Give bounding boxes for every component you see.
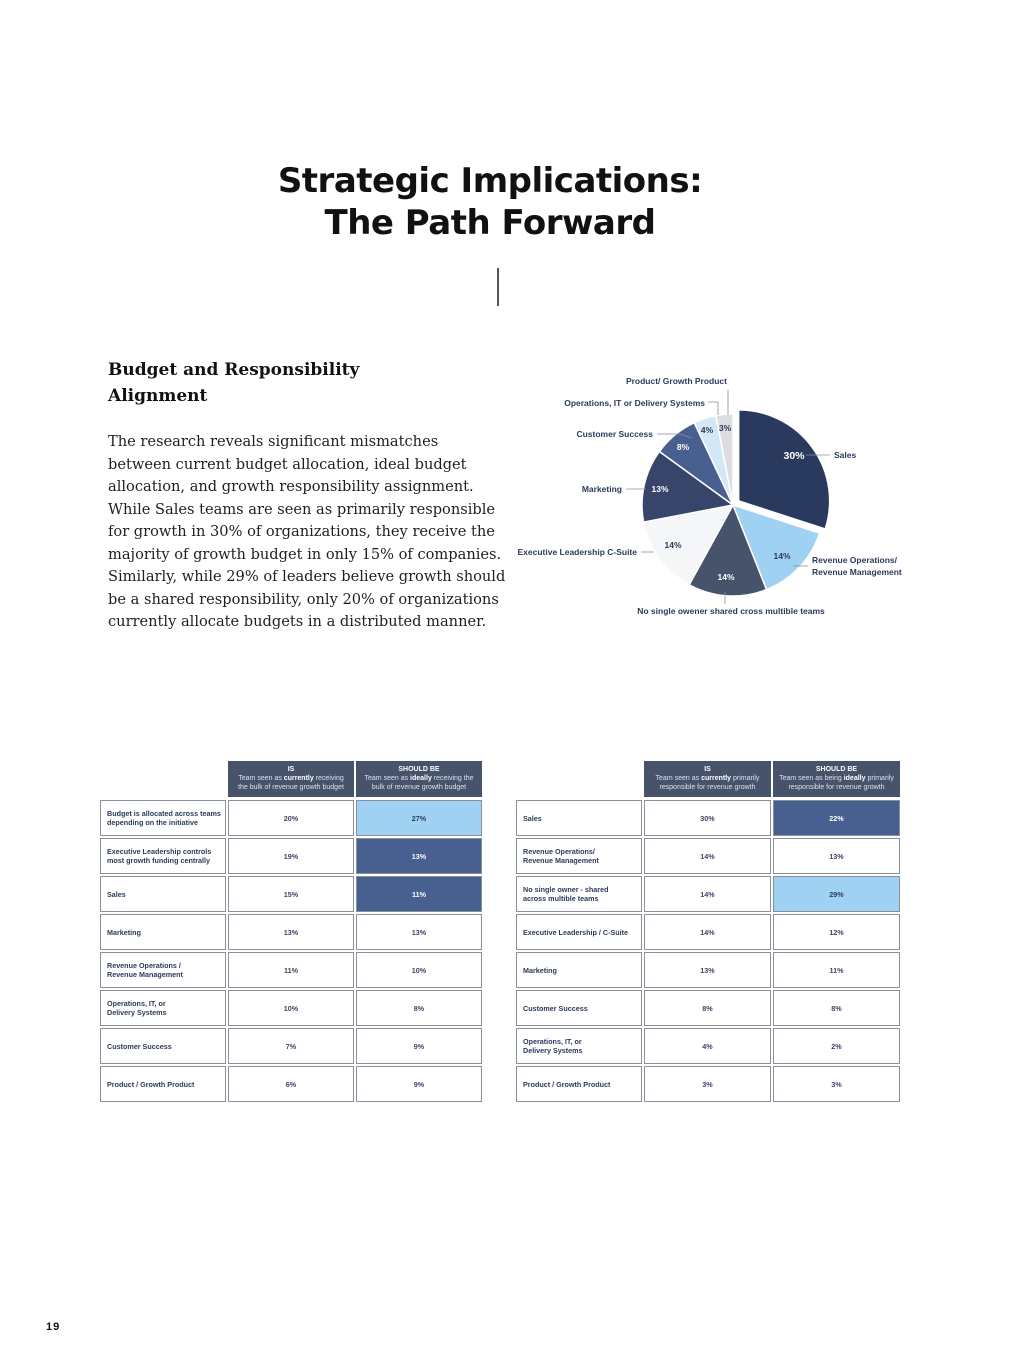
- pie-value-label: 3%: [718, 423, 732, 433]
- table-row-label-text: [107, 1042, 172, 1051]
- column-header-subtitle-part: the bulk of revenue growth budget: [238, 784, 344, 791]
- table-row-label-text: [107, 999, 167, 1017]
- pie-chart: [505, 370, 920, 620]
- column-header-is: [228, 761, 354, 797]
- table-row-label-text: [523, 885, 608, 903]
- pie-value-label: 14%: [717, 572, 735, 582]
- table-cell-is: 14%: [644, 838, 771, 874]
- table-row-label-line: Product / Growth Product: [523, 1079, 611, 1089]
- body-line: majority of growth budget in only 15% of companies.: [108, 545, 502, 563]
- body-line: between current budget allocation, ideal budget: [108, 455, 467, 473]
- table-row-label-text: [523, 966, 557, 975]
- body-line: currently allocate budgets in a distributed manner.: [108, 613, 487, 630]
- table-row-label-line: Operations, IT, or: [523, 1037, 582, 1046]
- table-cell-is: 10%: [228, 990, 354, 1026]
- column-header-subtitle-part: responsible for revenue growth: [788, 784, 885, 791]
- section-body: [108, 431, 506, 634]
- table-row-label-line: Sales: [523, 813, 542, 823]
- column-header-subtitle-part: responsible for revenue growth: [659, 784, 756, 791]
- table-row-label: [516, 914, 642, 950]
- table-row-label-text: [107, 1080, 194, 1089]
- body-line: be a shared responsibility, only 20% of organizations: [108, 590, 499, 608]
- table-cell-is: 6%: [228, 1066, 354, 1102]
- table-row-label-line: Revenue Management: [523, 856, 599, 865]
- table-row-label: [516, 838, 642, 874]
- table-row-label: [516, 1066, 642, 1102]
- table-row-label: [516, 990, 642, 1026]
- table-row-label-line: Budget is allocated across teams: [107, 809, 221, 818]
- table-cell-is: 19%: [228, 838, 354, 874]
- pie-category-label: Customer Success: [576, 429, 653, 439]
- column-header-should-be: [356, 761, 482, 797]
- table-row-label-line: Delivery Systems: [523, 1046, 583, 1055]
- pie-category-label: Executive Leadership C-Suite: [517, 547, 637, 557]
- section-heading: [108, 357, 408, 409]
- table-row-label-text: [523, 1004, 588, 1013]
- page-title-line-2: The Path Forward: [324, 203, 656, 243]
- pie-category-label: Marketing: [581, 484, 622, 494]
- column-header-subtitle-emphasis: currently: [283, 775, 314, 782]
- section-heading-line-2: Alignment: [108, 386, 208, 406]
- table-cell-is: 14%: [644, 876, 771, 912]
- table-cell-should-be: 3%: [773, 1066, 900, 1102]
- table-cell-should-be: 22%: [773, 800, 900, 836]
- table-row-label-line: Revenue Operations /: [107, 961, 181, 970]
- table-cell-is: 13%: [228, 914, 354, 950]
- body-line: for growth in 30% of organizations, they receive the: [108, 523, 495, 540]
- page-title: [0, 160, 980, 244]
- pie-value-label: 30%: [783, 450, 805, 462]
- table-cell-is: 11%: [228, 952, 354, 988]
- pie-category-label: Operations, IT or Delivery Systems: [564, 398, 705, 408]
- pie-value-label: 4%: [700, 425, 714, 435]
- column-header-subtitle-part: bulk of revenue growth budget: [371, 784, 467, 791]
- table-row-label: [100, 1066, 226, 1102]
- table-row-label-text: [523, 928, 628, 937]
- pie-value-label: 14%: [773, 551, 791, 561]
- table-row-label-line: Revenue Management: [107, 970, 183, 979]
- table-cell-should-be: 9%: [356, 1028, 482, 1064]
- table-row-label-line: Revenue Operations/: [523, 847, 595, 856]
- table-cell-should-be: 29%: [773, 876, 900, 912]
- table-cell-should-be: 8%: [773, 990, 900, 1026]
- column-header-subtitle-emphasis: currently: [701, 775, 732, 782]
- page-number: 19: [46, 1321, 61, 1333]
- table-row-label-line: Sales: [107, 889, 126, 899]
- table-cell-is: 13%: [644, 952, 771, 988]
- table-row-label-text: [523, 1037, 583, 1055]
- title-divider: [497, 268, 499, 306]
- pie-category-label: Product/ Growth Product: [625, 376, 727, 386]
- table-row-label-line: No single owner - shared: [523, 885, 609, 894]
- table-cell-should-be: 9%: [356, 1066, 482, 1102]
- table-cell-is: 20%: [228, 800, 354, 836]
- table-cell-should-be: 2%: [773, 1028, 900, 1064]
- table-cell-is: 30%: [644, 800, 771, 836]
- column-header-should-be: [773, 761, 900, 797]
- section-heading-line-1: Budget and Responsibility: [108, 360, 360, 380]
- table-row-label: [516, 876, 642, 912]
- responsibility-table: [516, 761, 901, 1103]
- table-row-label-text: [523, 814, 542, 823]
- table-cell-is: 15%: [228, 876, 354, 912]
- pie-value-label: 14%: [664, 540, 682, 550]
- column-header-subtitle-part: Team seen as: [238, 775, 284, 782]
- column-header-subtitle: [773, 774, 900, 792]
- table-row-label: [100, 800, 226, 836]
- budget-table: [100, 761, 484, 1103]
- table-cell-is: 7%: [228, 1028, 354, 1064]
- table-row-label-line: Marketing: [523, 965, 557, 975]
- table-row-label: [516, 800, 642, 836]
- body-line: Similarly, while 29% of leaders believe growth should: [108, 568, 506, 585]
- table-row-label-line: depending on the initiative: [107, 818, 199, 827]
- table-row-label: [100, 838, 226, 874]
- body-line: The research reveals significant mismatches: [108, 433, 439, 450]
- body-line: While Sales teams are seen as primarily responsible: [108, 500, 496, 518]
- table-cell-is: 3%: [644, 1066, 771, 1102]
- table-cell-should-be: 11%: [356, 876, 482, 912]
- table-row-label: [516, 952, 642, 988]
- pie-category-label: No single owener shared cross multible teams: [637, 606, 825, 616]
- column-header-subtitle-part: Team seen as being: [779, 775, 844, 782]
- column-header-title: SHOULD BE: [398, 766, 440, 773]
- pie-category-label: Revenue Management: [812, 567, 902, 577]
- table-row-label-text: [107, 961, 183, 979]
- column-header-subtitle: [644, 774, 771, 792]
- table-row-label-line: Executive Leadership controls: [107, 847, 212, 856]
- pie-value-label: 8%: [676, 442, 690, 452]
- table-row-label-line: Operations, IT, or: [107, 999, 166, 1008]
- table-row-label-text: [523, 847, 599, 865]
- column-header-subtitle-part: receiving: [313, 775, 344, 782]
- table-row-label-text: [107, 890, 126, 899]
- table-row-label-line: Product / Growth Product: [107, 1079, 195, 1089]
- column-header-subtitle-emphasis: ideally: [843, 775, 866, 782]
- table-row-label-line: most growth funding centrally: [107, 856, 211, 865]
- table-cell-should-be: 27%: [356, 800, 482, 836]
- table-row-label-line: Executive Leadership / C-Suite: [523, 927, 629, 937]
- table-row-label-line: Customer Success: [107, 1041, 172, 1051]
- pie-value-label: 13%: [651, 484, 669, 494]
- body-line: allocation, and growth responsibility assignment.: [108, 478, 474, 495]
- table-cell-should-be: 11%: [773, 952, 900, 988]
- table-cell-should-be: 13%: [773, 838, 900, 874]
- column-header-subtitle: [228, 774, 354, 792]
- table-row-label: [100, 876, 226, 912]
- table-row-label-line: Customer Success: [523, 1003, 588, 1013]
- table-cell-should-be: 13%: [356, 914, 482, 950]
- table-row-label-line: across multible teams: [523, 894, 599, 903]
- table-cell-is: 14%: [644, 914, 771, 950]
- column-header-is: [644, 761, 771, 797]
- column-header-title: SHOULD BE: [815, 766, 858, 773]
- column-header-subtitle-part: receiving the: [431, 775, 474, 782]
- table-cell-should-be: 12%: [773, 914, 900, 950]
- pie-category-label: Revenue Operations/: [812, 555, 898, 565]
- table-row-label: [100, 952, 226, 988]
- column-header-subtitle: [356, 774, 482, 792]
- table-row-label-text: [107, 809, 221, 827]
- column-header-subtitle-part: primarily: [731, 775, 760, 782]
- table-row-label: [100, 914, 226, 950]
- table-cell-is: 4%: [644, 1028, 771, 1064]
- pie-category-label: Sales: [834, 450, 857, 460]
- page-title-line-1: Strategic Implications:: [277, 161, 703, 201]
- table-row-label: [100, 1028, 226, 1064]
- column-header-subtitle-emphasis: ideally: [410, 775, 432, 782]
- table-row-label: [100, 990, 226, 1026]
- table-row-label-line: Delivery Systems: [107, 1008, 167, 1017]
- table-row-label-text: [107, 847, 211, 865]
- column-header-subtitle-part: Team seen as: [655, 775, 702, 782]
- table-cell-should-be: 13%: [356, 838, 482, 874]
- column-header-title: IS: [287, 766, 295, 773]
- table-row-label: [516, 1028, 642, 1064]
- column-header-subtitle-part: Team seen as: [364, 775, 411, 782]
- table-cell-should-be: 10%: [356, 952, 482, 988]
- column-header-subtitle-part: primarily: [865, 775, 894, 782]
- table-row-label-text: [107, 928, 141, 937]
- table-cell-is: 8%: [644, 990, 771, 1026]
- table-row-label-text: [523, 1080, 610, 1089]
- table-cell-should-be: 8%: [356, 990, 482, 1026]
- table-row-label-line: Marketing: [107, 927, 141, 937]
- column-header-title: IS: [704, 766, 711, 773]
- pie-leader-line: [708, 402, 718, 415]
